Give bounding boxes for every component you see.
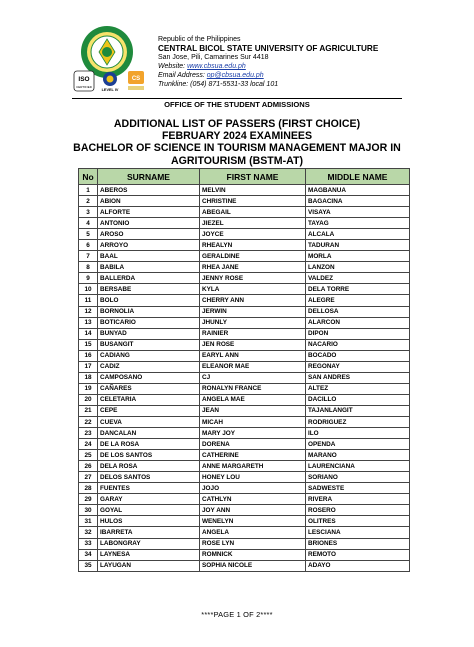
cell-no: 15 [79, 339, 98, 350]
cell-no: 20 [79, 394, 98, 405]
cell-middle-name: ROSERO [306, 505, 410, 516]
table-row [79, 450, 410, 461]
cell-surname: ALFORTE [98, 207, 200, 218]
cell-no: 33 [79, 538, 98, 549]
cell-no: 4 [79, 218, 98, 229]
cell-no: 21 [79, 405, 98, 416]
website-label: Website: [158, 63, 188, 70]
cell-middle-name: ALEGRE [306, 295, 410, 306]
cell-surname: CELETARIA [98, 394, 200, 405]
cell-middle-name: REGONAY [306, 361, 410, 372]
table-row [79, 229, 410, 240]
cell-middle-name: DELA TORRE [306, 284, 410, 295]
cell-surname: ARROYO [98, 240, 200, 251]
table-row [79, 549, 410, 560]
cell-no: 16 [79, 350, 98, 361]
cell-surname: BABILA [98, 262, 200, 273]
table-row [79, 383, 410, 394]
cell-no: 27 [79, 472, 98, 483]
table-row [79, 361, 410, 372]
cell-no: 13 [79, 317, 98, 328]
cell-no: 10 [79, 284, 98, 295]
cell-surname: GARAY [98, 494, 200, 505]
letterhead [0, 0, 474, 100]
cell-middle-name: VISAYA [306, 207, 410, 218]
cell-surname: ABION [98, 196, 200, 207]
cell-middle-name: SADWESTE [306, 483, 410, 494]
cell-no: 24 [79, 439, 98, 450]
table-header-row [79, 169, 410, 185]
cell-middle-name: TAYAG [306, 218, 410, 229]
cell-surname: BALLERDA [98, 273, 200, 284]
cell-first-name: RHEA JANE [200, 262, 306, 273]
email-line [158, 71, 458, 80]
cell-first-name: MELVIN [200, 185, 306, 196]
cell-first-name: DORENA [200, 439, 306, 450]
table-row [79, 251, 410, 262]
cell-no: 7 [79, 251, 98, 262]
trunkline-line: Trunkline: (054) 871-5531-33 local 101 [158, 81, 279, 88]
title-line-4: AGRITOURISM (BSTM-AT) [170, 154, 303, 167]
website-line [158, 62, 458, 71]
cell-no: 30 [79, 505, 98, 516]
table-row [79, 405, 410, 416]
cell-middle-name: ALARCON [306, 317, 410, 328]
table-row [79, 339, 410, 350]
table-row [79, 416, 410, 427]
cell-no: 11 [79, 295, 98, 306]
cell-no: 34 [79, 549, 98, 560]
cell-no: 29 [79, 494, 98, 505]
email-link[interactable]: op@cbsua.edu.ph [206, 72, 264, 79]
table-row [79, 439, 410, 450]
iso-badge-subtext: CERTIFIED [76, 85, 92, 89]
cell-no: 3 [79, 207, 98, 218]
cell-no: 1 [79, 185, 98, 196]
cell-first-name: JOY ANN [200, 505, 306, 516]
cell-first-name: SOPHIA NICOLE [200, 560, 306, 571]
cell-first-name: JEN ROSE [200, 339, 306, 350]
cs-badge-icon [127, 70, 145, 92]
cell-surname: DELA ROSA [98, 461, 200, 472]
cell-middle-name: ALTEZ [306, 383, 410, 394]
cell-surname: ANTONIO [98, 218, 200, 229]
title-line-2: FEBRUARY 2024 EXAMINEES [161, 130, 313, 143]
cell-first-name: ANGELA MAE [200, 394, 306, 405]
cell-surname: GOYAL [98, 505, 200, 516]
title-line-1: ADDITIONAL LIST OF PASSERS (FIRST CHOICE) [113, 118, 361, 130]
cell-surname: CUEVA [98, 416, 200, 427]
cell-surname: CEPE [98, 405, 200, 416]
cell-surname: ABEROS [98, 185, 200, 196]
cell-no: 6 [79, 240, 98, 251]
cell-first-name: RHEALYN [200, 240, 306, 251]
cell-surname: DE LA ROSA [98, 439, 200, 450]
cell-no: 31 [79, 516, 98, 527]
cell-first-name: ROMNICK [200, 549, 306, 560]
cell-surname: BERSABE [98, 284, 200, 295]
cell-no: 5 [79, 229, 98, 240]
cell-middle-name: ADAYO [306, 560, 410, 571]
table-row [79, 428, 410, 439]
table-row [79, 218, 410, 229]
cell-middle-name: TAJANLANGIT [306, 405, 410, 416]
cell-first-name: ELEANOR MAE [200, 361, 306, 372]
cell-first-name: WENELYN [200, 516, 306, 527]
cell-first-name: JEAN [200, 405, 306, 416]
cell-surname: IBARRETA [98, 527, 200, 538]
passers-table [78, 168, 410, 572]
cell-middle-name: DACILLO [306, 394, 410, 405]
table-row [79, 505, 410, 516]
table-row [79, 538, 410, 549]
cell-first-name: JERWIN [200, 306, 306, 317]
cell-first-name: RONALYN FRANCE [200, 383, 306, 394]
cell-surname: BUNYAD [98, 328, 200, 339]
cell-middle-name: ALCALA [306, 229, 410, 240]
cell-middle-name: NACARIO [306, 339, 410, 350]
university-name: CENTRAL BICOL STATE UNIVERSITY OF AGRICULTURE [158, 44, 379, 53]
cell-surname: DANCALAN [98, 428, 200, 439]
cell-middle-name: OPENDA [306, 439, 410, 450]
cell-no: 28 [79, 483, 98, 494]
cell-first-name: JOYCE [200, 229, 306, 240]
cell-no: 14 [79, 328, 98, 339]
office-title: OFFICE OF THE STUDENT ADMISSIONS [164, 100, 310, 109]
cell-no: 32 [79, 527, 98, 538]
table-row [79, 240, 410, 251]
cell-middle-name: LAURENCIANA [306, 461, 410, 472]
cell-no: 8 [79, 262, 98, 273]
cell-no: 19 [79, 383, 98, 394]
column-header-first-name: FIRST NAME [200, 169, 306, 185]
cell-no: 35 [79, 560, 98, 571]
cell-surname: BUSANGIT [98, 339, 200, 350]
cell-middle-name: BRIONES [306, 538, 410, 549]
address-line: San Jose, Pili, Camarines Sur 4418 [158, 54, 269, 61]
table-row [79, 527, 410, 538]
table-body [79, 185, 410, 572]
cell-surname: BORNOLIA [98, 306, 200, 317]
cell-no: 22 [79, 416, 98, 427]
table-row [79, 372, 410, 383]
cell-middle-name: DELLOSA [306, 306, 410, 317]
table-row [79, 262, 410, 273]
cell-middle-name: VALDEZ [306, 273, 410, 284]
table-row [79, 328, 410, 339]
cell-surname: CAÑARES [98, 383, 200, 394]
table-row [79, 394, 410, 405]
cell-middle-name: REMOTO [306, 549, 410, 560]
cell-middle-name: RIVERA [306, 494, 410, 505]
certification-badges [73, 70, 153, 94]
cell-first-name: ROSE LYN [200, 538, 306, 549]
cell-first-name: MARY JOY [200, 428, 306, 439]
cell-first-name: JIEZEL [200, 218, 306, 229]
cell-surname: DE LOS SANTOS [98, 450, 200, 461]
table-row [79, 207, 410, 218]
cell-surname: CADIZ [98, 361, 200, 372]
column-header-middle-name: MIDDLE NAME [306, 169, 410, 185]
table-row [79, 483, 410, 494]
cell-middle-name: BAGACINA [306, 196, 410, 207]
table-row [79, 306, 410, 317]
table-row [79, 472, 410, 483]
cell-first-name: GERALDINE [200, 251, 306, 262]
page-indicator: ****PAGE 1 OF 2**** [201, 610, 273, 619]
cell-surname: LAYUGAN [98, 560, 200, 571]
cell-no: 26 [79, 461, 98, 472]
document-title [70, 118, 404, 167]
cell-first-name: CATHERINE [200, 450, 306, 461]
cell-surname: AROSO [98, 229, 200, 240]
cell-middle-name: LANZON [306, 262, 410, 273]
cell-first-name: JENNY ROSE [200, 273, 306, 284]
email-label: Email Address: [158, 72, 207, 79]
column-header-surname: SURNAME [98, 169, 200, 185]
cell-middle-name: MAGBANUA [306, 185, 410, 196]
cell-no: 18 [79, 372, 98, 383]
cell-first-name: MICAH [200, 416, 306, 427]
cell-no: 2 [79, 196, 98, 207]
cs-badge-text: CS [131, 76, 141, 82]
cell-no: 17 [79, 361, 98, 372]
cell-middle-name: SORIANO [306, 472, 410, 483]
website-link[interactable]: www.cbsua.edu.ph [187, 63, 246, 70]
cell-first-name: ANNE MARGARETH [200, 461, 306, 472]
table-row [79, 560, 410, 571]
cell-surname: HULOS [98, 516, 200, 527]
iso-badge-text: ISO [78, 76, 90, 83]
cell-surname: LABONGRAY [98, 538, 200, 549]
cell-first-name: EARYL ANN [200, 350, 306, 361]
cell-first-name: HONEY LOU [200, 472, 306, 483]
header-divider [72, 98, 402, 99]
cell-surname: DELOS SANTOS [98, 472, 200, 483]
table-row [79, 516, 410, 527]
table-row [79, 284, 410, 295]
cell-surname: FUENTES [98, 483, 200, 494]
cell-no: 25 [79, 450, 98, 461]
cell-first-name: JOJO [200, 483, 306, 494]
cell-first-name: CHERRY ANN [200, 295, 306, 306]
cell-middle-name: RODRIGUEZ [306, 416, 410, 427]
cell-first-name: CJ [200, 372, 306, 383]
cell-surname: CAMPOSANO [98, 372, 200, 383]
cell-first-name: ANGELA [200, 527, 306, 538]
cell-surname: CADIANG [98, 350, 200, 361]
cell-middle-name: TADURAN [306, 240, 410, 251]
table-row [79, 273, 410, 284]
table-row [79, 196, 410, 207]
cell-first-name: KYLA [200, 284, 306, 295]
table-row [79, 295, 410, 306]
cell-middle-name: DIPON [306, 328, 410, 339]
cell-middle-name: OLITRES [306, 516, 410, 527]
column-header-no: No [79, 169, 98, 185]
level-iv-badge-icon [99, 70, 121, 92]
table-row [79, 185, 410, 196]
cell-no: 23 [79, 428, 98, 439]
iso-certified-badge-icon [73, 70, 95, 92]
cell-first-name: CHRISTINE [200, 196, 306, 207]
cell-middle-name: ILO [306, 428, 410, 439]
republic-line: Republic of the Philippines [158, 36, 241, 43]
letterhead-text [158, 35, 458, 89]
cell-surname: BOLO [98, 295, 200, 306]
table-row [79, 461, 410, 472]
cell-first-name: RAINIER [200, 328, 306, 339]
title-line-3: BACHELOR OF SCIENCE IN TOURISM MANAGEMENT MAJOR IN [73, 142, 401, 155]
cell-middle-name: MORLA [306, 251, 410, 262]
cell-surname: BAAL [98, 251, 200, 262]
cell-first-name: JHUNLY [200, 317, 306, 328]
cell-middle-name: SAN ANDRES [306, 372, 410, 383]
cell-no: 12 [79, 306, 98, 317]
cell-middle-name: BOCADO [306, 350, 410, 361]
cell-surname: BOTICARIO [98, 317, 200, 328]
table-row [79, 494, 410, 505]
table-row [79, 350, 410, 361]
table-row [79, 317, 410, 328]
cell-middle-name: LESCIANA [306, 527, 410, 538]
cell-middle-name: MARANO [306, 450, 410, 461]
cell-first-name: CATHLYN [200, 494, 306, 505]
cell-no: 9 [79, 273, 98, 284]
level-badge-text: LEVEL IV [101, 88, 119, 92]
cell-surname: LAYNESA [98, 549, 200, 560]
cell-first-name: ABEGAIL [200, 207, 306, 218]
